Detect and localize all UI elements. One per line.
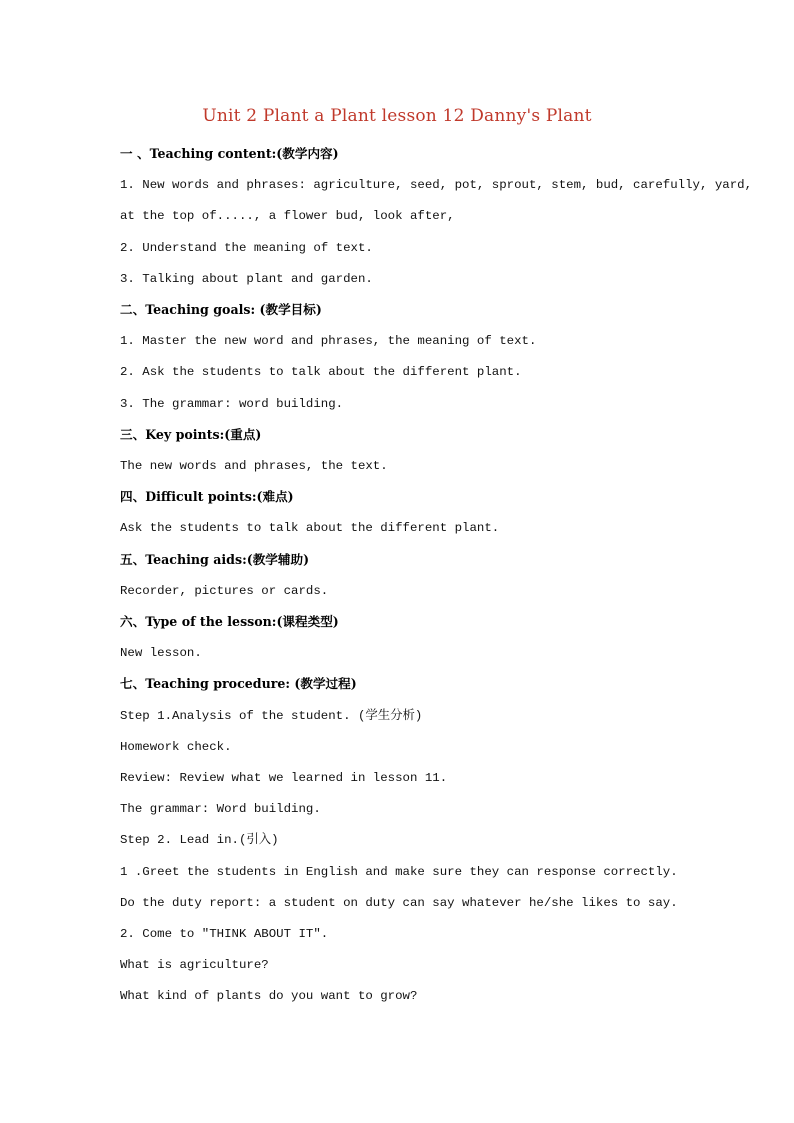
body-line: What is agriculture?	[120, 958, 269, 973]
document-title: Unit 2 Plant a Plant lesson 12 Danny's Plant	[202, 106, 592, 126]
section-heading: 六、Type of the lesson:(课程类型)	[120, 614, 339, 629]
section-heading: 二、Teaching goals: (教学目标)	[120, 302, 322, 317]
body-line: Review: Review what we learned in lesson 11.	[120, 771, 448, 785]
body-line: The grammar: Word building.	[120, 802, 321, 817]
body-line: 3. The grammar: word building.	[120, 396, 344, 411]
body-line: The new words and phrases, the text.	[120, 459, 388, 473]
body-line: Recorder, pictures or cards.	[120, 583, 329, 598]
body-line: 1. New words and phrases: agriculture, seed, pot, sprout, stem, bud, carefully, yard,	[120, 178, 753, 193]
body-line: 2. Come to "THINK ABOUT IT".	[120, 927, 329, 941]
body-line: Ask the students to talk about the different plant.	[120, 521, 500, 536]
body-line: 2. Ask the students to talk about the different plant.	[120, 365, 522, 380]
section-heading: 三、Key points:(重点)	[120, 426, 262, 442]
body-line: Step 1.Analysis of the student. (学生分析)	[120, 708, 423, 723]
section-heading: 七、Teaching procedure: (教学过程)	[120, 676, 357, 692]
body-line: New lesson.	[120, 646, 202, 661]
body-line: 2. Understand the meaning of text.	[120, 240, 373, 255]
body-line: Do the duty report: a student on duty can say whatever he/she likes to say.	[120, 895, 678, 910]
section-heading: 四、Difficult points:(难点)	[120, 489, 294, 505]
body-line: 1. Master the new word and phrases, the meaning of text.	[120, 334, 537, 349]
section-heading: 一 、Teaching content:(教学内容)	[120, 146, 339, 161]
section-heading: 五、Teaching aids:(教学辅助)	[120, 551, 310, 567]
body-line: 1 .Greet the students in English and make sure they can response correctly.	[120, 864, 678, 879]
body-line: What kind of plants do you want to grow?	[120, 989, 418, 1004]
body-line: 3. Talking about plant and garden.	[120, 271, 373, 286]
body-line: at the top of....., a flower bud, look after,	[120, 209, 455, 224]
body-line: Homework check.	[120, 739, 232, 754]
body-line: Step 2. Lead in.(引入)	[120, 833, 279, 848]
